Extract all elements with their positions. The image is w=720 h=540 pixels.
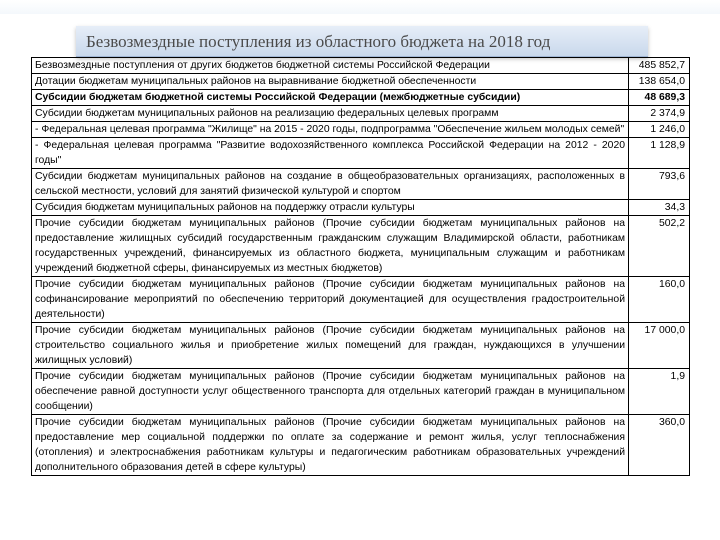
- table-row: [32, 74, 690, 90]
- row-description: Безвозмездные поступления от других бюджетов бюджетной системы Российской Федерации: [32, 58, 629, 74]
- row-amount: 793,6: [629, 169, 690, 200]
- table-row: [32, 138, 690, 169]
- row-amount: 1 246,0: [629, 122, 690, 138]
- title-bar: [76, 26, 648, 57]
- row-amount: 1 128,9: [629, 138, 690, 169]
- table-row: [32, 277, 690, 323]
- row-amount: 34,3: [629, 200, 690, 216]
- row-description: Субсидии бюджетам бюджетной системы Российской Федерации (межбюджетные субсидии): [32, 90, 629, 106]
- slide-title: Безвозмездные поступления из областного бюджета на 2018 год: [86, 32, 551, 51]
- row-amount: 160,0: [629, 277, 690, 323]
- table-row: [32, 169, 690, 200]
- row-description: Дотации бюджетам муниципальных районов на выравнивание бюджетной обеспеченности: [32, 74, 629, 90]
- row-amount: 48 689,3: [629, 90, 690, 106]
- budget-table: [31, 57, 690, 476]
- table-body: [32, 58, 690, 476]
- row-amount: 502,2: [629, 216, 690, 277]
- row-description: Субсидии бюджетам муниципальных районов на реализацию федеральных целевых программ: [32, 106, 629, 122]
- row-amount: 485 852,7: [629, 58, 690, 74]
- row-amount: 138 654,0: [629, 74, 690, 90]
- table-row: [32, 90, 690, 106]
- table-row: [32, 200, 690, 216]
- slide-top-edge: [0, 0, 720, 14]
- row-amount: 2 374,9: [629, 106, 690, 122]
- table-row: [32, 58, 690, 74]
- row-amount: 360,0: [629, 415, 690, 476]
- row-description: Субсидия бюджетам муниципальных районов на поддержку отрасли культуры: [32, 200, 629, 216]
- table-row: [32, 369, 690, 415]
- row-description: Прочие субсидии бюджетам муниципальных районов (Прочие субсидии бюджетам муниципальных районов на обеспечение равной доступности услуг общественного транспорта для отдельных категорий граждан в муниципальном сообщении): [32, 369, 629, 415]
- row-amount: 1,9: [629, 369, 690, 415]
- row-description: Прочие субсидии бюджетам муниципальных районов (Прочие субсидии бюджетам муниципальных районов на строительство социального жилья и приобретение жилых помещений для граждан, нуждающихся в улучшении жилищных условий): [32, 323, 629, 369]
- row-description: Прочие субсидии бюджетам муниципальных районов (Прочие субсидии бюджетам муниципальных районов на софинансирование мероприятий по обеспечению территорий документацией для осуществления градостроительной деятельности): [32, 277, 629, 323]
- row-description: Прочие субсидии бюджетам муниципальных районов (Прочие субсидии бюджетам муниципальных районов на предоставление жилищных субсидий государственным гражданским служащим Владимирской области, работникам государственных учреждений, финансируемых из областного бюджета, муниципальным служащим и работникам учреждений бюджетной сферы, финансируемых из местных бюджетов): [32, 216, 629, 277]
- table-row: [32, 323, 690, 369]
- row-description: Субсидии бюджетам муниципальных районов на создание в общеобразовательных организациях, расположенных в сельской местности, условий для занятий физической культурой и спортом: [32, 169, 629, 200]
- row-description: Прочие субсидии бюджетам муниципальных районов (Прочие субсидии бюджетам муниципальных районов на предоставление мер социальной поддержки по оплате за содержание и ремонт жилья, услуг теплоснабжения (отопления) и электроснабжения работникам культуры и педагогическим работникам образовательных учреждений дополнительного образования детей в сфере культуры): [32, 415, 629, 476]
- row-description: - Федеральная целевая программа "Развитие водохозяйственного комплекса Российской Федерации на 2012 - 2020 годы": [32, 138, 629, 169]
- table-row: [32, 122, 690, 138]
- row-description: - Федеральная целевая программа "Жилище" на 2015 - 2020 годы, подпрограмма "Обеспечение жильем молодых семей": [32, 122, 629, 138]
- table-row: [32, 106, 690, 122]
- table-row: [32, 415, 690, 476]
- row-amount: 17 000,0: [629, 323, 690, 369]
- table-row: [32, 216, 690, 277]
